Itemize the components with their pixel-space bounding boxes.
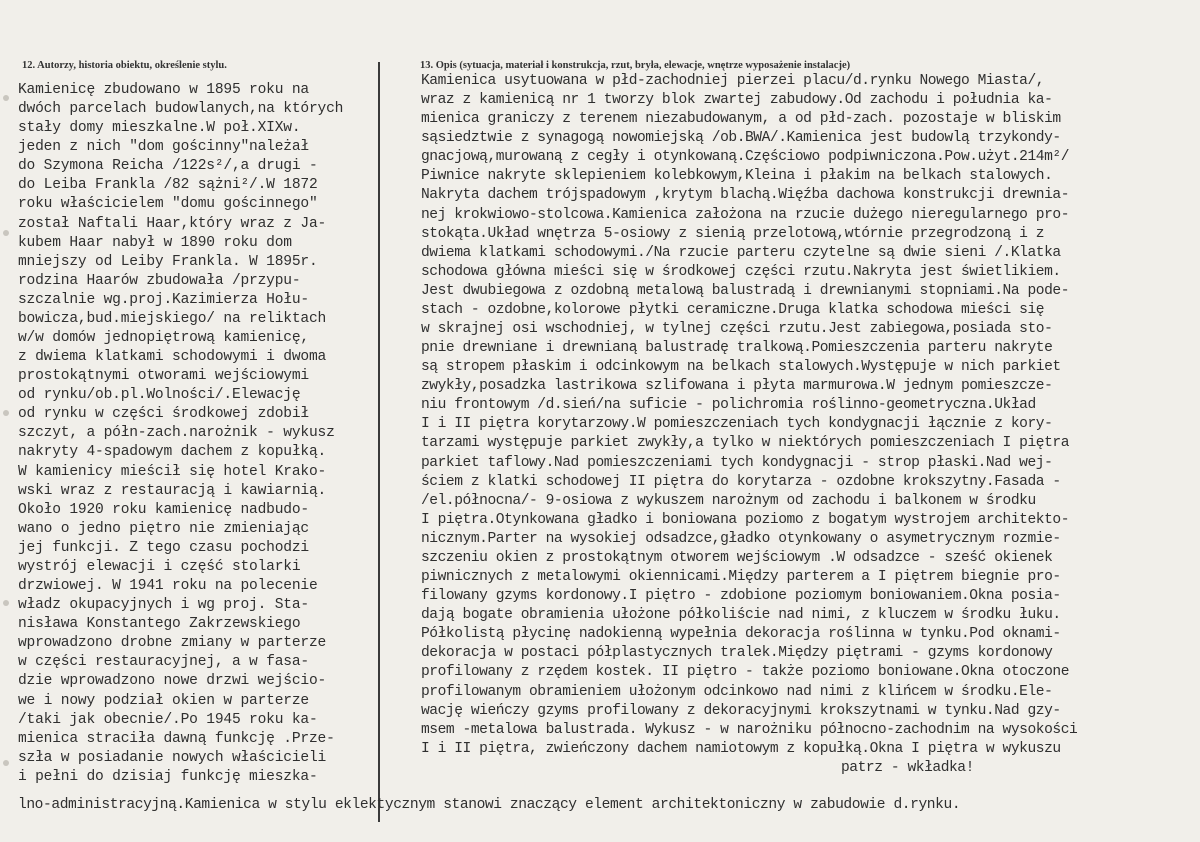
history-text-line: drzwiowej. W 1941 roku na polecenie: [18, 578, 318, 595]
description-text-line: Półkolistą płycinę nadokienną wypełnia dekoracja roślinna w tynku.Pod oknami-: [421, 626, 1061, 643]
description-text-line: wraz z kamienicą nr 1 tworzy blok zwartej zabudowy.Od zachodu i południa ka-: [421, 92, 1053, 109]
description-text-line: I i II piętra, zwieńczony dachem namiotowym z kopułką.Okna I piętra w wykuszu: [421, 740, 1061, 757]
description-text-line: sąsiedztwie z synagogą nowomiejską /ob.BWA/.Kamienica jest budowlą trzykondy-: [421, 130, 1061, 147]
description-text-line: tarzami występuje parkiet zwykły,a tylko w niektórych pomieszczeniach I piętra: [421, 435, 1069, 452]
history-text-line: wystrój elewacji i część stolarki: [18, 558, 301, 575]
description-text-line: profilowanym obramieniem ułożonym odcinkowo nad nimi z klińcem w środku.Ele-: [421, 683, 1053, 700]
description-text-line: Kamienica usytuowana w płd-zachodniej pierzei placu/d.rynku Nowego Miasta/,: [421, 73, 1045, 89]
insert-reference-note: patrz - wkładka!: [841, 759, 974, 776]
punch-hole: [3, 230, 9, 236]
punch-holes: [3, 0, 13, 842]
history-text-line: szła w posiadanie nowych właścicieli: [18, 749, 327, 766]
description-text-line: schodowa główna mieści się w środkowej części rzutu.Nakryta jest świetlikiem.: [421, 263, 1061, 280]
description-text-line: zwykły,posadzka lastrikowa szlifowana i płyta marmurowa.W jednym pomieszcze-: [421, 378, 1053, 395]
history-text-line: w/w domów jednopiętrową kamienicę,: [18, 330, 309, 347]
section-13-header: 13. Opis (sytuacja, materiał i konstrukcja, rzut, bryła, elewacje, wnętrze wyposażenie instalacje): [420, 60, 851, 71]
history-text-line: we i nowy podział okien w parterze: [18, 692, 309, 709]
description-text-line: w skrajnej osi wschodniej, w tylnej części rzutu.Jest zabiegowa,posiada sto-: [421, 321, 1053, 338]
description-text-line: Jest dwubiegowa z ozdobną metalową balustradą i drewnianymi stopniami.Na pode-: [421, 282, 1069, 299]
history-text-line: został Naftali Haar,który wraz z Ja-: [18, 215, 327, 232]
history-text-line: władz okupacyjnych i wg proj. Sta-: [18, 597, 309, 614]
description-text-line: piwnicznych z metalowymi okiennicami.Między parterem a I piętrem biegnie pro-: [421, 569, 1061, 586]
history-text-line: w części restauracyjnej, a w fasa-: [18, 654, 309, 671]
description-text-line: dwiema klatkami schodowymi./Na rzucie parteru czytelne są dwie sieni /.Klatka: [421, 244, 1061, 261]
description-text-line: nej krokwiowo-stolcowa.Kamienica założona na rzucie dużego nieregularnego pro-: [421, 206, 1069, 223]
description-text-line: wację wieńczy gzyms profilowany z dekoracyjnymi krokszytnami w tynku.Nad gzy-: [421, 702, 1061, 719]
description-text-line: I i II piętra korytarzowy.W pomieszczeniach tych kondygnacji łącznie z kory-: [421, 416, 1053, 433]
section-12-header: 12. Autorzy, historia obiektu, określenie stylu.: [22, 60, 227, 71]
history-text-line: szczyt, a półn-zach.narożnik - wykusz: [18, 425, 335, 442]
description-text-line: Piwnice nakryte sklepieniem kolebkowym,Kleina i płakim na belkach stalowych.: [421, 168, 1053, 185]
punch-hole: [3, 410, 9, 416]
history-text-line: szczalnie wg.proj.Kazimierza Hołu-: [18, 291, 309, 308]
history-column: [18, 81, 398, 787]
description-column: [421, 72, 1200, 778]
history-text-line: roku właścicielem "domu gościnnego": [18, 196, 318, 213]
description-text-line: Nakryta dachem trójspadowym ,krytym blachą.Więźba dachowa konstrukcji drewnia-: [421, 187, 1069, 204]
closing-line: lno-administracyjną.Kamienica w stylu eklektycznym stanowi znaczący element architektoniczny w zabudowie d.rynku.: [18, 797, 961, 813]
history-text-line: stały domy mieszkalne.W poł.XIXw.: [18, 120, 301, 137]
history-text-line: od rynku/ob.pl.Wolności/.Elewację: [18, 387, 301, 404]
history-text-line: mienica straciła dawną funkcję .Prze-: [18, 730, 335, 747]
history-text-line: z dwiema klatkami schodowymi i dwoma: [18, 349, 327, 366]
history-text-line: jej funkcji. Z tego czasu pochodzi: [18, 539, 309, 556]
description-text-line: dekoracja w postaci półplastycznych tralek.Między piętrami - gzyms kordonowy: [421, 645, 1053, 662]
punch-hole: [3, 760, 9, 766]
history-text-line: dzie wprowadzono nowe drzwi wejścio-: [18, 673, 327, 690]
description-text-line: /el.północna/- 9-osiowa z wykuszem narożnym od zachodu i balkonem w środku: [421, 492, 1036, 509]
description-text-line: pnie drewniane i drewnianą balustradę tralkową.Pomieszczenia parteru nakryte: [421, 340, 1053, 357]
description-text-line: są stropem płaskim i odcinkowym na belkach stalowych.Występuje w nich parkiet: [421, 359, 1061, 376]
history-text-line: rodzina Haarów zbudowała /przypu-: [18, 272, 301, 289]
description-text-line: szczeniu okien z prostokątnym otworem wejściowym .W odsadzce - sześć okienek: [421, 549, 1053, 566]
history-text-line: W kamienicy mieścił się hotel Krako-: [18, 463, 327, 480]
history-text-line: do Szymona Reicha /122s²/,a drugi -: [18, 158, 318, 175]
history-text-line: kubem Haar nabył w 1890 roku dom: [18, 234, 292, 251]
description-text-line: profilowany z rzędem kostek. II piętro - także poziomo boniowane.Okna otoczone: [421, 664, 1069, 681]
description-text-line: mienica graniczy z terenem niezabudowanym, a od płd-zach. pozostaje w bliskim: [421, 111, 1061, 128]
history-text-line: mniejszy od Leiby Frankla. W 1895r.: [18, 253, 318, 270]
description-text-line: nicznym.Parter na wysokiej odsadzce,gładko otynkowany o asymetrycznym rozmie-: [421, 530, 1061, 547]
history-text-line: Około 1920 roku kamienicę nadbudo-: [18, 501, 309, 518]
description-text-line: ściem z klatki schodowej II piętra do korytarza - ozdobne krokszytny.Fasada -: [421, 473, 1061, 490]
history-text-line: nakryty 4-spadowym dachem z kopułką.: [18, 444, 327, 461]
description-text-line: dają bogate obramienia ułożone półkoliście nad nimi, z kluczem w środku łuku.: [421, 607, 1061, 624]
history-text-line: Kamienicę zbudowano w 1895 roku na: [18, 82, 309, 98]
description-text-line: I piętra.Otynkowana gładko i boniowana poziomo z bogatym wystrojem architekto-: [421, 511, 1069, 528]
description-text-line: filowany gzyms kordonowy.I piętro - zdobione poziomym boniowaniem.Okna posia-: [421, 588, 1061, 605]
history-text-line: do Leiba Frankla /82 sążni²/.W 1872: [18, 177, 318, 194]
history-text-line: wano o jedno piętro nie zmieniając: [18, 520, 309, 537]
description-text-line: stach - ozdobne,kolorowe płytki ceramiczne.Druga klatka schodowa mieści się: [421, 301, 1045, 318]
history-text-line: nisława Konstantego Zakrzewskiego: [18, 616, 301, 633]
description-text-line: msem -metalowa balustrada. Wykusz - w narożniku północno-zachodnim na wysokości: [421, 721, 1078, 738]
history-text-line: /taki jak obecnie/.Po 1945 roku ka-: [18, 711, 318, 728]
history-text-line: jeden z nich "dom gościnny"należał: [18, 139, 309, 156]
punch-hole: [3, 600, 9, 606]
description-text-line: niu frontowym /d.sień/na suficie - polichromia roślinno-geometryczna.Układ: [421, 397, 1036, 414]
history-text-line: i pełni do dzisiaj funkcję mieszka-: [18, 768, 318, 785]
description-text-line: gnacjową,murowaną z cegły i otynkowaną.Częściowo podpiwniczona.Pow.użyt.214m²/: [421, 149, 1069, 166]
history-text-line: prostokątnymi otworami wejściowymi: [18, 368, 309, 385]
description-text-line: parkiet taflowy.Nad pomieszczeniami tych kondygnacji - strop płaski.Nad wej-: [421, 454, 1053, 471]
history-text-line: dwóch parcelach budowlanych,na których: [18, 101, 344, 118]
punch-hole: [3, 95, 9, 101]
history-text-line: wprowadzono drobne zmiany w parterze: [18, 635, 327, 652]
history-text-line: wski wraz z restauracją i kawiarnią.: [18, 482, 327, 499]
description-text-line: stokąta.Układ wnętrza 5-osiowy z sienią przelotową,wtórnie przegrodzoną i z: [421, 225, 1045, 242]
history-text-line: bowicza,bud.miejskiego/ na reliktach: [18, 310, 327, 327]
history-text-line: od rynku w części środkowej zdobił: [18, 406, 309, 423]
